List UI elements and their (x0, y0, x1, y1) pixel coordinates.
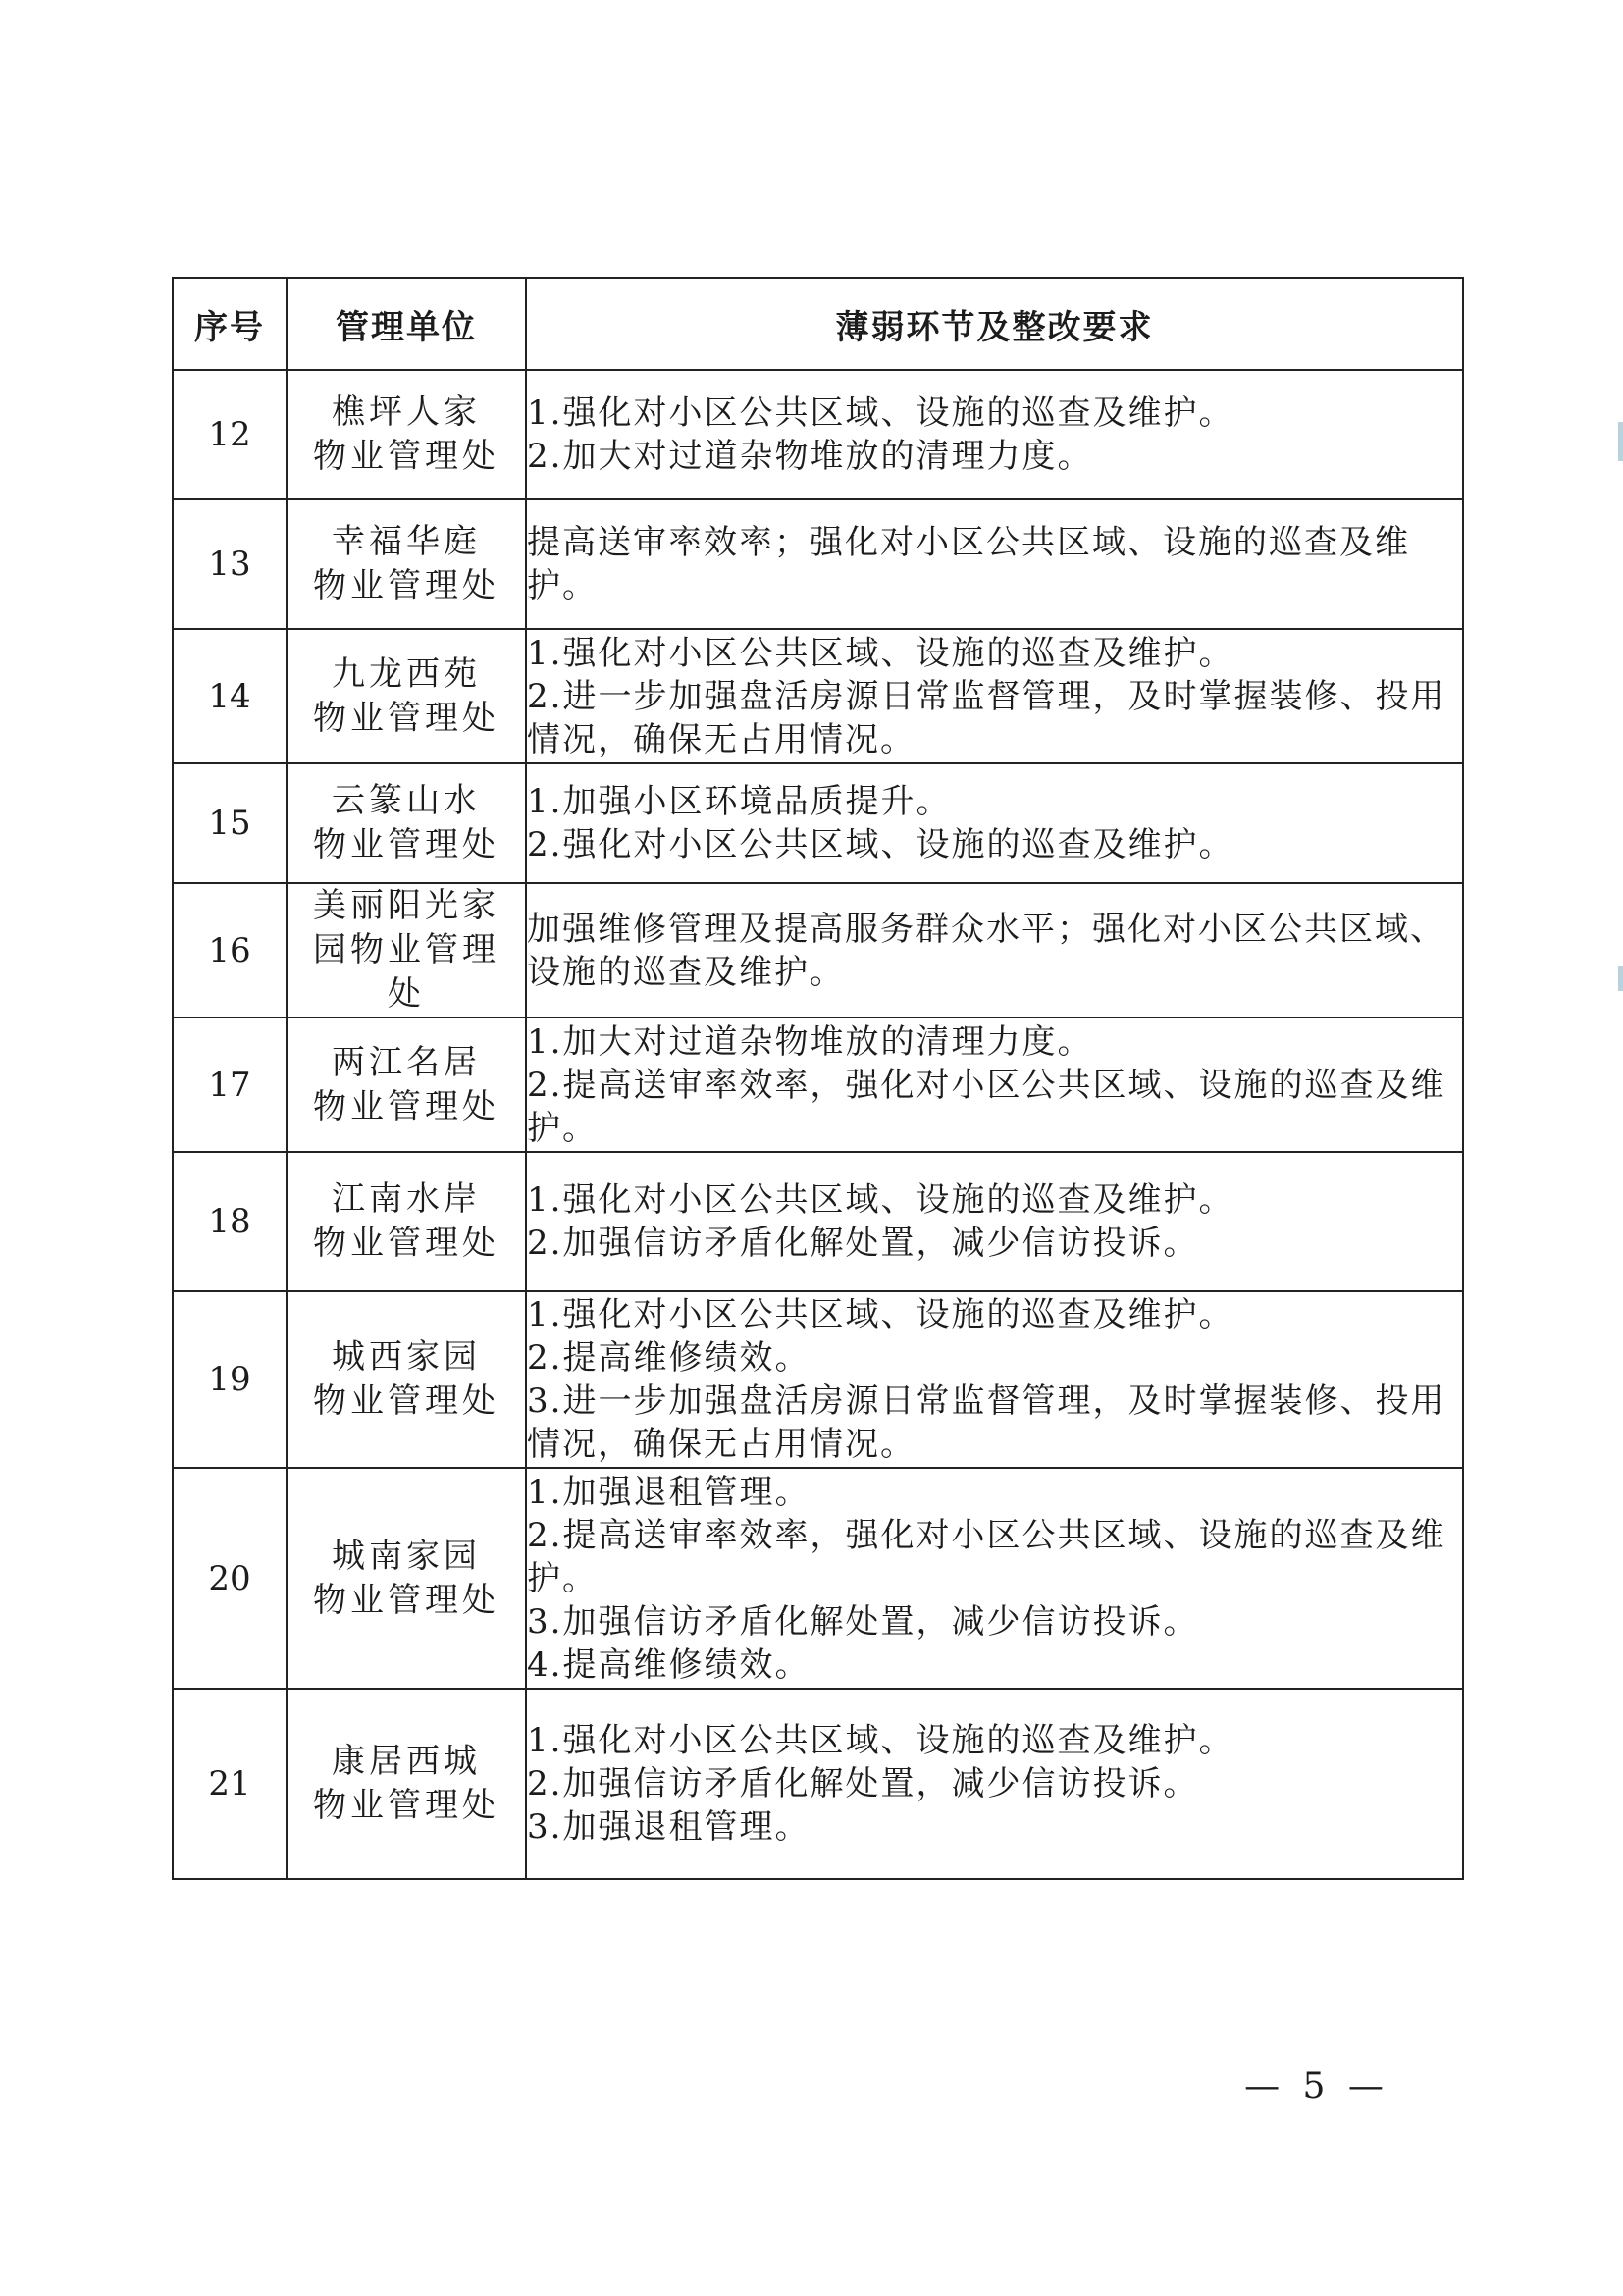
page-number: — 5 — (1244, 2066, 1389, 2107)
requirement-line: 1.强化对小区公共区域、设施的巡查及维护。 (527, 1721, 1234, 1760)
unit-line: 物业管理处 (313, 566, 499, 605)
table-row (173, 1468, 1463, 1689)
requirement-line: 1.加强小区环境品质提升。 (527, 782, 952, 821)
unit-line: 物业管理处 (313, 698, 499, 738)
requirement-line: 2.加强信访矛盾化解处置，减少信访投诉。 (527, 1224, 1199, 1263)
requirement-line: 2.提高送审率效率，强化对小区公共区域、设施的巡查及维护。 (527, 1065, 1446, 1148)
unit-line: 物业管理处 (313, 1086, 499, 1126)
requirement-line: 加强维修管理及提高服务群众水平；强化对小区公共区域、设施的巡查及维护。 (527, 909, 1445, 992)
unit-line: 物业管理处 (313, 1224, 499, 1263)
table-row (173, 370, 1463, 499)
table-row (173, 763, 1463, 883)
header-seq: 序号 (173, 278, 287, 370)
row-seq: 13 (173, 499, 287, 629)
row-seq: 16 (173, 883, 287, 1018)
row-unit (287, 763, 526, 883)
requirement-line: 1.强化对小区公共区域、设施的巡查及维护。 (527, 1180, 1234, 1220)
unit-line: 江南水岸 (332, 1179, 481, 1219)
row-seq: 20 (173, 1468, 287, 1689)
row-seq: 12 (173, 370, 287, 499)
unit-line: 樵坪人家 (332, 392, 481, 432)
table-row (173, 1689, 1463, 1879)
requirement-line: 提高送审率效率；强化对小区公共区域、设施的巡查及维护。 (527, 523, 1410, 605)
scan-edge-mark (1618, 422, 1623, 461)
unit-line: 美丽阳光家 (313, 886, 499, 925)
row-unit (287, 1689, 526, 1879)
row-unit (287, 370, 526, 499)
table-row (173, 629, 1463, 763)
row-seq: 21 (173, 1689, 287, 1879)
table-row (173, 1152, 1463, 1291)
row-requirements (526, 1291, 1463, 1468)
requirement-line: 1.强化对小区公共区域、设施的巡查及维护。 (527, 393, 1234, 433)
unit-line: 园物业管理 (313, 930, 499, 969)
unit-line: 幸福华庭 (332, 522, 481, 561)
unit-line: 两江名居 (332, 1042, 481, 1082)
row-requirements (526, 763, 1463, 883)
row-unit (287, 1291, 526, 1468)
row-requirements (526, 370, 1463, 499)
row-requirements (526, 1152, 1463, 1291)
requirement-line: 1.强化对小区公共区域、设施的巡查及维护。 (527, 633, 1234, 673)
requirement-line: 2.提高送审率效率，强化对小区公共区域、设施的巡查及维护。 (527, 1515, 1446, 1598)
row-seq: 14 (173, 629, 287, 763)
unit-line: 物业管理处 (313, 1786, 499, 1825)
row-requirements (526, 629, 1463, 763)
row-requirements (526, 1689, 1463, 1879)
row-unit (287, 1468, 526, 1689)
row-seq: 17 (173, 1018, 287, 1152)
row-unit (287, 1018, 526, 1152)
requirement-line: 2.加大对过道杂物堆放的清理力度。 (527, 437, 1093, 476)
unit-line: 物业管理处 (313, 825, 499, 864)
requirement-line: 2.强化对小区公共区域、设施的巡查及维护。 (527, 825, 1234, 864)
unit-line: 处 (388, 974, 425, 1014)
requirement-line: 1.强化对小区公共区域、设施的巡查及维护。 (527, 1295, 1234, 1334)
row-seq: 15 (173, 763, 287, 883)
unit-line: 城南家园 (332, 1536, 481, 1576)
requirement-line: 3.加强退租管理。 (527, 1807, 811, 1847)
header-unit: 管理单位 (287, 278, 526, 370)
row-unit (287, 629, 526, 763)
row-seq: 19 (173, 1291, 287, 1468)
row-unit (287, 883, 526, 1018)
table-header-row (173, 278, 1463, 370)
unit-line: 物业管理处 (313, 437, 499, 476)
row-requirements (526, 499, 1463, 629)
table-row (173, 499, 1463, 629)
row-unit (287, 1152, 526, 1291)
row-unit (287, 499, 526, 629)
row-requirements (526, 883, 1463, 1018)
unit-line: 物业管理处 (313, 1382, 499, 1421)
requirement-line: 2.进一步加强盘活房源日常监督管理，及时掌握装修、投用情况，确保无占用情况。 (527, 676, 1446, 759)
table-row (173, 883, 1463, 1018)
requirement-line: 2.加强信访矛盾化解处置，减少信访投诉。 (527, 1764, 1199, 1803)
unit-line: 云篆山水 (332, 781, 481, 820)
scan-edge-mark (1618, 966, 1623, 991)
requirement-line: 3.加强信访矛盾化解处置，减少信访投诉。 (527, 1601, 1199, 1642)
requirement-line: 1.加强退租管理。 (527, 1472, 811, 1512)
header-requirements: 薄弱环节及整改要求 (526, 278, 1463, 370)
requirement-line: 1.加大对过道杂物堆放的清理力度。 (527, 1021, 1093, 1062)
requirement-line: 3.进一步加强盘活房源日常监督管理，及时掌握装修、投用情况，确保无占用情况。 (527, 1382, 1446, 1464)
row-seq: 18 (173, 1152, 287, 1291)
unit-line: 九龙西苑 (332, 653, 481, 694)
rectification-table (172, 277, 1464, 1880)
row-requirements (526, 1018, 1463, 1152)
table-row (173, 1291, 1463, 1468)
row-requirements (526, 1468, 1463, 1689)
table-row (173, 1018, 1463, 1152)
unit-line: 康居西城 (332, 1742, 481, 1781)
unit-line: 物业管理处 (313, 1580, 499, 1620)
requirement-line: 2.提高维修绩效。 (527, 1338, 811, 1378)
requirement-line: 4.提高维修绩效。 (527, 1644, 811, 1685)
unit-line: 城西家园 (332, 1337, 481, 1377)
